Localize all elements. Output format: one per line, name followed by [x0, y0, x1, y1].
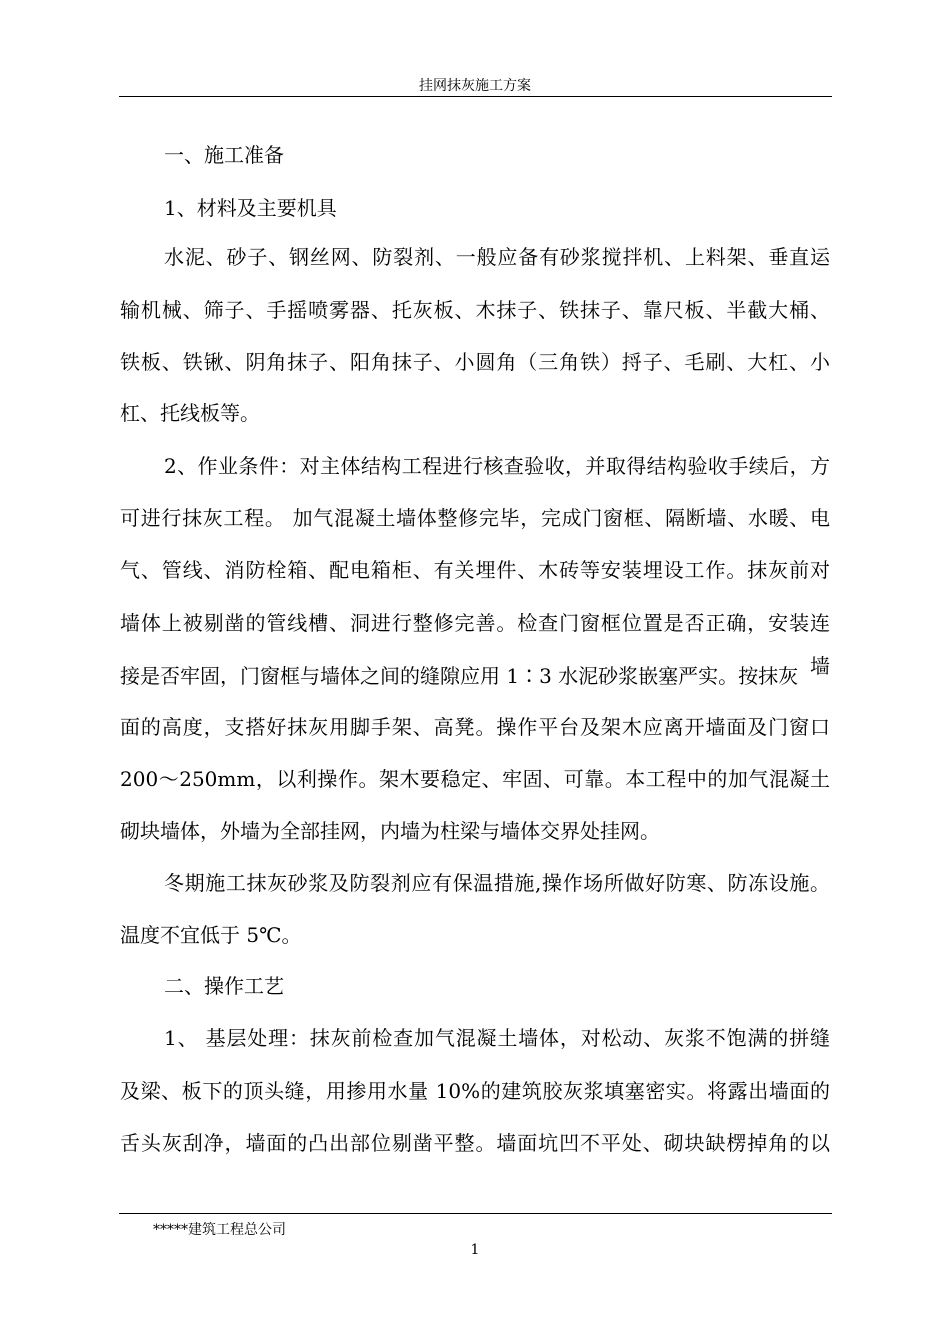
- paragraph-line: 墙体上被剔凿的管线槽、洞进行整修完善。检查门窗框位置是否正确，安装连: [120, 611, 830, 635]
- paragraph-line: 2、作业条件：对主体结构工程进行核查验收，并取得结构验收手续后，方: [164, 454, 830, 478]
- paragraph-line: 可进行抹灰工程。 加气混凝土墙体整修完毕，完成门窗框、隔断墙、水暖、电: [120, 506, 830, 530]
- footer-divider: [119, 1213, 832, 1214]
- paragraph-line: 输机械、筛子、手摇喷雾器、托灰板、木抹子、铁抹子、靠尺板、半截大桶、: [120, 298, 830, 322]
- paragraph-line: 杠、托线板等。: [120, 401, 260, 425]
- paragraph-line: 及梁、板下的顶头缝，用掺用水量 10%的建筑胶灰浆填塞密实。将露出墙面的: [120, 1079, 830, 1103]
- paragraph-line: 1、 基层处理：抹灰前检查加气混凝土墙体，对松动、灰浆不饱满的拼缝: [164, 1026, 830, 1050]
- section-heading: 一、施工准备: [164, 143, 284, 167]
- paragraph-line: 砌块墙体，外墙为全部挂网，内墙为柱梁与墙体交界处挂网。: [120, 819, 660, 843]
- section-heading: 二、操作工艺: [164, 974, 284, 998]
- paragraph-line: 水泥、砂子、钢丝网、防裂剂、一般应备有砂浆搅拌机、上料架、垂直运: [164, 245, 830, 269]
- paragraph-line: 接是否牢固，门窗框与墙体之间的缝隙应用 1∶3 水泥砂浆嵌塞严实。按抹灰: [120, 664, 799, 688]
- paragraph-line: 温度不宜低于 5℃。: [120, 923, 302, 947]
- page-header-title: 挂网抹灰施工方案: [419, 78, 531, 94]
- paragraph-line: 铁板、铁锹、阴角抹子、阳角抹子、小圆角（三角铁）捋子、毛刷、大杠、小: [120, 350, 830, 374]
- page-number: 1: [470, 1242, 480, 1258]
- paragraph-line: 面的高度，支搭好抹灰用脚手架、高凳。操作平台及架木应离开墙面及门窗口: [120, 715, 830, 739]
- paragraph-line: 200～250mm，以利操作。架木要稳定、牢固、可靠。本工程中的加气混凝土: [120, 767, 830, 791]
- paragraph-line: 气、管线、消防栓箱、配电箱柜、有关埋件、木砖等安装埋设工作。抹灰前对: [120, 558, 830, 582]
- raised-character: 墙: [810, 654, 830, 678]
- header-divider: [119, 96, 832, 97]
- subsection-heading: 1、材料及主要机具: [164, 196, 337, 220]
- footer-company-name: *****建筑工程总公司: [153, 1222, 286, 1238]
- paragraph-line: 舌头灰刮净，墙面的凸出部位剔凿平整。墙面坑凹不平处、砌块缺楞掉角的以: [120, 1131, 830, 1155]
- paragraph-line: 冬期施工抹灰砂浆及防裂剂应有保温措施,操作场所做好防寒、防冻设施。: [164, 871, 830, 895]
